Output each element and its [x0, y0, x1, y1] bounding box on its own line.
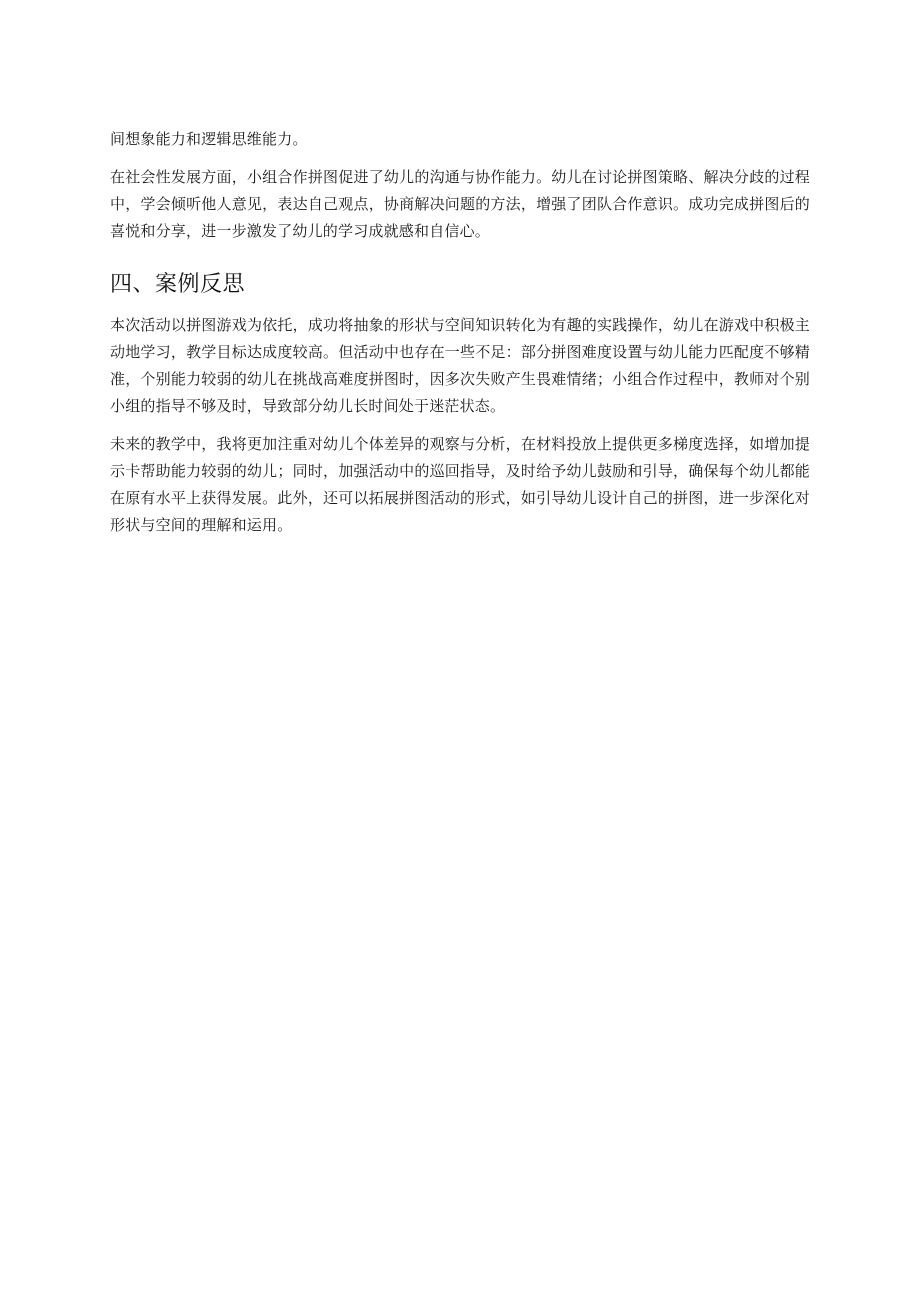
- document-body: [110, 126, 810, 539]
- section-case-reflection: [110, 269, 810, 539]
- paragraph-spatial-thinking: 间想象能力和逻辑思维能力。: [110, 130, 308, 148]
- section-development-outcomes: [110, 126, 810, 245]
- paragraph-social-development: 在社会性发展方面，小组合作拼图促进了幼儿的沟通与协作能力。幼儿在讨论拼图策略、解决分歧的过程中，学会倾听他人意见，表达自己观点，协商解决问题的方法，增强了团队合作意识。成功完成拼图后的喜悦和分享，进一步激发了幼儿的学习成就感和自信心。: [110, 168, 810, 240]
- paragraph-future-teaching: 未来的教学中，我将更加注重对幼儿个体差异的观察与分析，在材料投放上提供更多梯度选择，如增加提示卡帮助能力较弱的幼儿；同时，加强活动中的巡回指导，及时给予幼儿鼓励和引导，确保每个幼儿都能在原有水平上获得发展。此外，还可以拓展拼图活动的形式，如引导幼儿设计自己的拼图，进一步深化对形状与空间的理解和运用。: [110, 435, 810, 534]
- paragraph-reflection-shortcomings: 本次活动以拼图游戏为依托，成功将抽象的形状与空间知识转化为有趣的实践操作，幼儿在游戏中积极主动地学习，教学目标达成度较高。但活动中也存在一些不足：部分拼图难度设置与幼儿能力匹配度不够精准，个别能力较弱的幼儿在挑战高难度拼图时，因多次失败产生畏难情绪；小组合作过程中，教师对个别小组的指导不够及时，导致部分幼儿长时间处于迷茫状态。: [110, 316, 810, 415]
- section-heading: 四、案例反思: [110, 272, 246, 297]
